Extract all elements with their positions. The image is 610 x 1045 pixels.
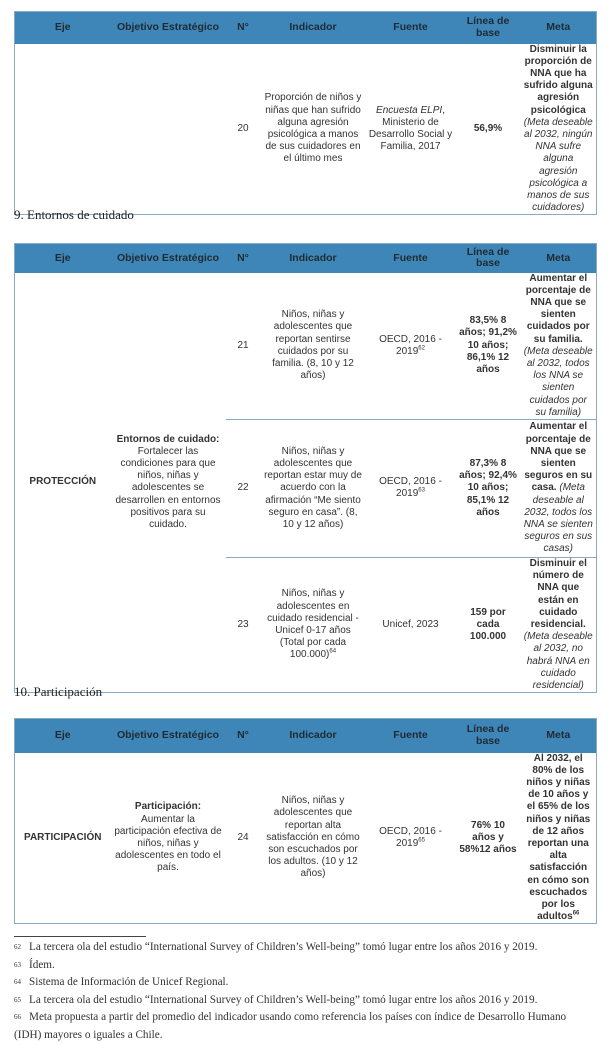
n: 20 [237, 122, 249, 134]
n: 23 [226, 557, 261, 692]
n: 21 [237, 339, 249, 351]
table-row [15, 273, 597, 420]
indicador: Niños, niñas y adolescentes que reportan sentirse cuidados por su familia. (8, 10 y 12 años) [272, 309, 354, 382]
header-indicador: Indicador [261, 244, 366, 273]
header-objetivo: Objetivo Estratégico [111, 244, 226, 273]
header-meta: Meta [521, 12, 597, 44]
n: 22 [226, 419, 261, 557]
header-meta: Meta [521, 244, 597, 273]
footnote: $^{65}$ La tercera ola del estudio “International Survey of Children’s Well-being” tomó lugar entre los años 2016 y 2019. [14, 993, 538, 1006]
header-linea: Línea de base [456, 719, 521, 753]
fuente: OECD, 2016 - 2019$^{63}$ [366, 419, 456, 557]
section-heading-9: 9. Entornos de cuidado [14, 207, 134, 222]
table-entornos-cuidado [14, 243, 597, 693]
footnote-divider [14, 936, 146, 937]
header-indicador: Indicador [261, 12, 366, 44]
header-linea: Línea de base [456, 12, 521, 44]
linea-base: 56,9% [473, 122, 503, 134]
eje: PROTECCIÓN [29, 476, 97, 488]
header-eje: Eje [15, 719, 111, 753]
table-proteccion-continued [14, 11, 597, 215]
header-fuente: Fuente [366, 719, 456, 753]
meta: Aumentar el porcentaje de NNA que se sienten cuidados por su familia. (Meta deseable al 2032, todos los NNA se sienten cuidados por su familia) [523, 272, 593, 418]
table-header [15, 244, 597, 273]
fuente: OECD, 2016 - 2019$^{65}$ [379, 825, 442, 849]
linea-base: 83,5% 8 años; 91,2% 10 años; 86,1% 12 años [459, 315, 517, 376]
header-indicador: Indicador [261, 719, 366, 753]
table-row [15, 753, 597, 924]
section-heading-10: 10. Participación [14, 684, 103, 699]
table-header [15, 12, 597, 44]
header-eje: Eje [15, 244, 111, 273]
meta: Disminuir el número de NNA que están en cuidado residencial. (Meta deseable al 2032, no habrá NNA en cuidado residencial) [521, 557, 597, 692]
header-n: N° [226, 719, 261, 753]
n: 24 [237, 831, 249, 843]
header-objetivo: Objetivo Estratégico [111, 12, 226, 44]
fuente: Encuesta ELPI, Ministerio de Desarrollo Social y Familia, 2017 [368, 104, 453, 153]
footnote: $^{66}$ Meta propuesta a partir del promedio del indicador usando como referencia los países con índice de Desarrollo Humano (IDH) mayores o iguales a Chile. [14, 1011, 567, 1041]
eje: PARTICIPACIÓN [24, 831, 102, 843]
linea-base: 87,3% 8 años; 92,4% 10 años; 85,1% 12 años [456, 419, 521, 557]
fuente: OECD, 2016 - 2019$^{62}$ [379, 333, 442, 357]
objetivo: Participación: Aumentar la participación efectiva de niños, niñas y adolescentes en todo el país. [114, 801, 222, 874]
header-fuente: Fuente [366, 244, 456, 273]
table-row [15, 44, 597, 215]
footnote: $^{64}$ Sistema de Información de Unicef Regional. [14, 976, 229, 988]
objetivo: Entornos de cuidado: Fortalecer las condiciones para que niños, niñas y adolescentes se desarrollen en entornos positivos para su cuidado. [115, 433, 221, 530]
header-n: N° [226, 244, 261, 273]
indicador: Niños, niñas y adolescentes que reportan alta satisfacción en cómo son escuchados por los adultos. (10 y 12 años) [266, 795, 360, 880]
header-linea: Línea de base [456, 244, 521, 273]
footnote: $^{63}$ Ídem. [14, 958, 55, 971]
table-participacion [14, 718, 597, 924]
meta: Aumentar el porcentaje de NNA que se sienten seguros en su casa. (Meta deseable al 2032, todos los NNA se sienten seguros en sus casas) [521, 419, 597, 557]
header-n: N° [226, 12, 261, 44]
header-fuente: Fuente [366, 12, 456, 44]
fuente: Unicef, 2023 [366, 557, 456, 692]
header-objetivo: Objetivo Estratégico [111, 719, 226, 753]
meta: Al 2032, el 80% de los niños y niñas de 10 años y el 65% de los niños y niñas de 12 años reportan una alta satisfacción en cómo son escuchados por los adultos$^{66}$ [526, 752, 591, 923]
footnotes [14, 939, 594, 1044]
table-header [15, 719, 597, 753]
indicador: Niños, niñas y adolescentes que reportan estar muy de acuerdo con la afirmación “Me siento seguro en casa”. (8, 10 y 12 años) [261, 419, 366, 557]
indicador: Proporción de niños y niñas que han sufrido alguna agresión psicológica a manos de sus cuidadores en el último mes [264, 92, 362, 165]
indicador: Niños, niñas y adolescentes en cuidado residencial - Unicef 0-17 años (Total por cada 100.000)$^{64}$ [261, 557, 366, 692]
meta: Disminuir la proporción de NNA que ha sufrido alguna agresión psicológica (Meta deseable al 2032, ningún NNA sufre alguna agresión psicológica a manos de sus cuidadores) [523, 43, 593, 214]
header-meta: Meta [521, 719, 597, 753]
header-eje: Eje [15, 12, 111, 44]
linea-base: 76% 10 años y 58%12 años [459, 819, 517, 856]
footnote: $^{62}$ La tercera ola del estudio “International Survey of Children’s Well-being” tomó lugar entre los años 2016 y 2019. [14, 941, 538, 953]
linea-base: 159 por cada 100.000 [456, 557, 521, 692]
